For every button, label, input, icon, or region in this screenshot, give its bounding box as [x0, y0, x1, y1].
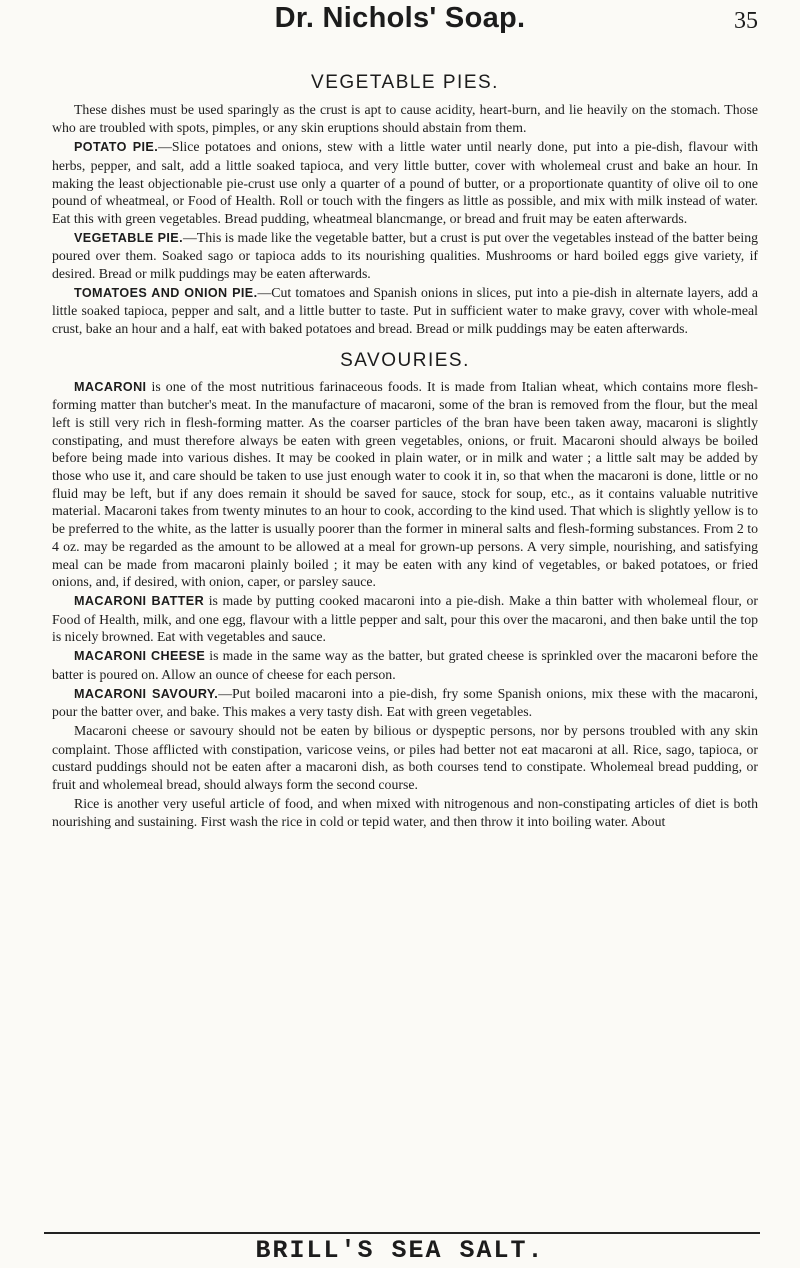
body-text: [52, 64, 758, 832]
paragraph-text: —Slice potatoes and onions, stew with a little water until nearly done, put into a pie-dish, flavour with herbs, pepper, and salt, add a little soaked tapioca, and very little butter, cover with wholemeal crust and bake an hour. In making the least objectionable pie-crust use only a quarter of a pound of butter, or a proportionate quantity of olive oil to one pound of wheatmeal, or Food of Health. Roll or touch with the fingers as little as possible, and mix with milk instead of water. Eat this with green vegetables. Bread pudding, wheatmeal blancmange, or bread and fruit may be eaten afterwards.: [52, 139, 758, 226]
paragraph-text: is one of the most nutritious farinaceous foods. It is made from Italian wheat, which contains more flesh-forming matter than butcher's meat. In the manufacture of macaroni, some of the bran is removed from the flour, but the meal left is still very rich in flesh-forming matter. As the coarser particles of the bran have been taken away, macaroni is slightly constipating, and must therefore always be eaten with green vegetables, onions, or fruit. Macaroni should always be boiled before being made into various dishes. It may be cooked in plain water, or in milk and water ; a little salt may be added by those who use it, and care should be taken to use just enough water to cook it in, so that when the macaroni is done, little or no fluid may be left, but if any does remain it should be saved for sauce, stock for soup, etc., as it contains valuable nutritive material. Macaroni takes from twenty minutes to an hour to cook, according to the kind used. That which is slightly yellow is to be preferred to the white, as the latter is usually poorer than the former in mineral salts and flesh-forming substances. From 2 to 4 oz. may be regarded as the amount to be allowed at a meal for grown-up persons. A very simple, nourishing, and satisfying meal can be made from macaroni plainly boiled ; it may be eaten with any kind of vegetables, or baked potatoes, or fried onions, and, if desired, with onion, caper, or parsley sauce.: [52, 378, 758, 590]
footer-rule: [44, 1232, 760, 1234]
paragraph-lead: TOMATOES AND ONION PIE.: [74, 285, 258, 300]
running-title: Dr. Nichols' Soap.: [274, 2, 526, 34]
paragraph-text: These dishes must be used sparingly as the crust is apt to cause acidity, heart-burn, and lie heavily on the stomach. Those who are troubled with spots, pimples, or any skin eruptions should abstain from them.: [52, 101, 758, 136]
paragraph-macaroni-savoury: [52, 685, 758, 721]
paragraph-macaroni-cautions: [52, 722, 758, 794]
paragraph-text: —Cut tomatoes and Spanish onions in slices, put into a pie-dish in alternate layers, add a little soaked tapioca, pepper and salt, and a little butter to taste. Put in sufficient water to make gravy, cover with whole-meal crust, bake an hour and a half, eat with baked potatoes and bread. Bread or milk puddings may be eaten afterwards.: [52, 284, 758, 337]
paragraph-text: —Put boiled macaroni into a pie-dish, fry some Spanish onions, mix these with the macaroni, pour the batter over, and bake. This makes a very tasty dish. Eat with green vegetables.: [52, 685, 758, 720]
running-header: [0, 2, 800, 48]
paragraph-potato-pie: [52, 138, 758, 228]
paragraph-lead: MACARONI: [74, 379, 147, 394]
paragraph-text: Rice is another very useful article of food, and when mixed with nitrogenous and non-constipating articles of diet is both nourishing and sustaining. First wash the rice in cold or tepid water, and then throw it into boiling water. About: [52, 795, 758, 830]
paragraph-text: is made in the same way as the batter, but grated cheese is sprinkled over the macaroni before the batter is poured on. Allow an ounce of cheese for each person.: [52, 648, 758, 682]
paragraph-lead: POTATO PIE.: [74, 140, 159, 155]
paragraph-macaroni: [52, 378, 758, 591]
paragraph-lead: MACARONI BATTER: [74, 593, 205, 608]
page-number: 35: [734, 8, 758, 34]
paragraph-lead: MACARONI CHEESE: [74, 649, 206, 664]
section-heading-savouries: SAVOURIES.: [340, 349, 470, 371]
paragraph-vegetable-pies-intro: [52, 101, 758, 137]
paragraph-lead: VEGETABLE PIE.: [74, 230, 183, 245]
paragraph-macaroni-batter: [52, 592, 758, 646]
paragraph-text: —This is made like the vegetable batter, but a crust is put over the vegetables instead of the batter being poured over them. Soaked sago or tapioca adds to its nourishing qualities. Mushrooms or hard boiled eggs give variety, if desired. Bread or milk puddings may be eaten afterwards.: [52, 229, 758, 282]
paragraph-tomatoes-onion-pie: [52, 284, 758, 338]
section-heading-vegetable-pies: VEGETABLE PIES.: [311, 72, 499, 93]
paragraph-lead: MACARONI SAVOURY.: [74, 686, 219, 701]
paragraph-rice: [52, 795, 758, 831]
footer-advert: BRILL'S SEA SALT.: [255, 1236, 545, 1265]
paragraph-text: is made by putting cooked macaroni into a pie-dish. Make a thin batter with wholemeal flour, or Food of Health, milk, and one egg, flavour with a little pepper and salt, pour this over the macaroni, and then bake until the top is nicely browned. Eat with vegetables and sauce.: [52, 592, 758, 645]
paragraph-text: Macaroni cheese or savoury should not be eaten by bilious or dyspeptic persons, nor by persons troubled with any skin complaint. Those afflicted with constipation, varicose veins, or piles had better not eat macaroni at all. Rice, sago, tapioca, or custard puddings should not be eaten after a macaroni dish, as both courses tend to constipate. Wholemeal bread pudding, or fruit and wholemeal bread, should always form the second course.: [52, 722, 758, 793]
paragraph-vegetable-pie: [52, 229, 758, 283]
paragraph-macaroni-cheese: [52, 647, 758, 683]
